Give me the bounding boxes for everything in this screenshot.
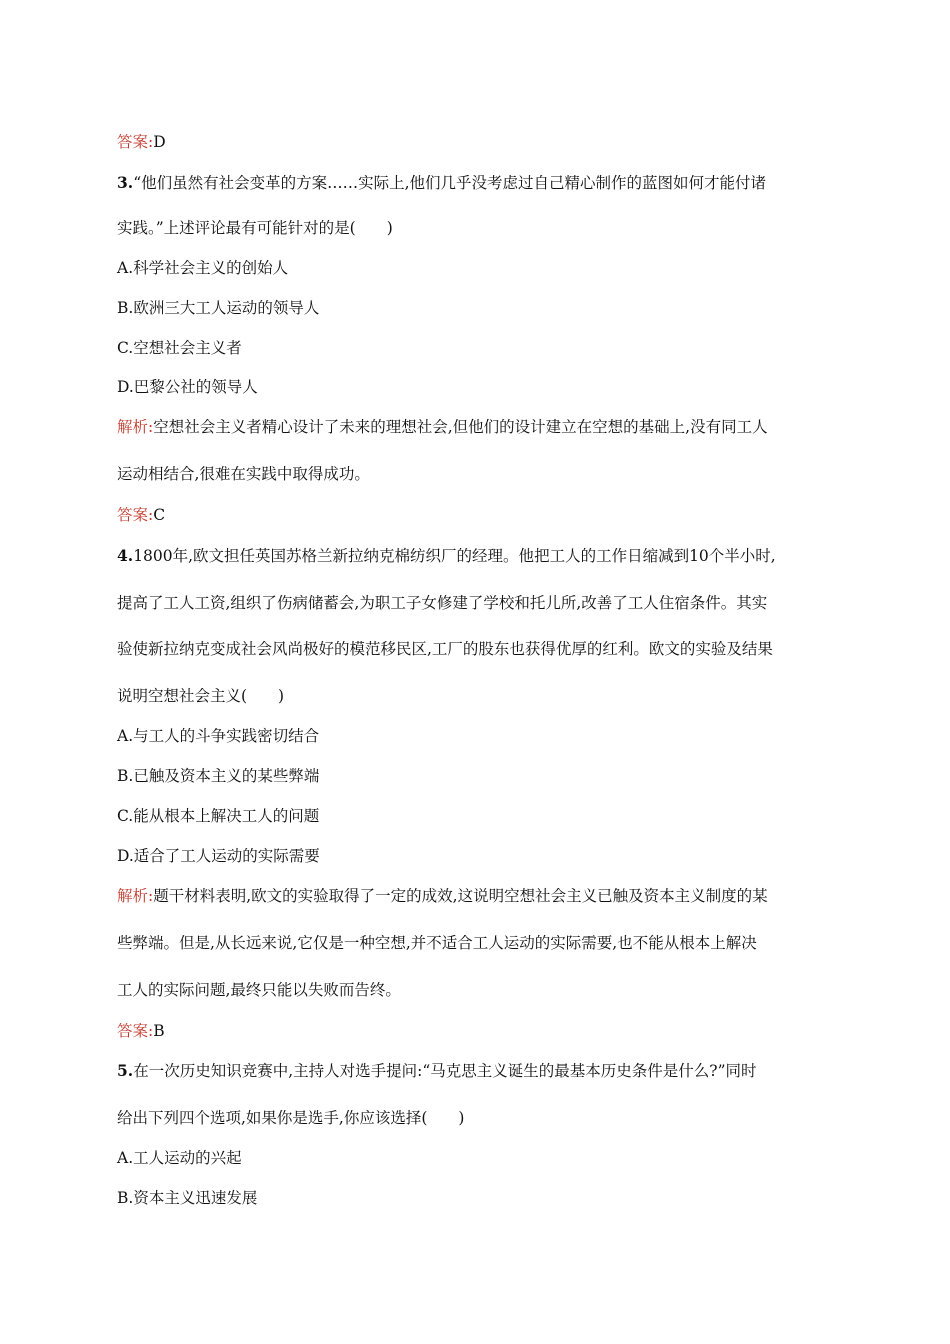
text-line (117, 845, 320, 867)
line-text: 给出下列四个选项,如果你是选手,你应该选择( ) (117, 1109, 465, 1127)
text-line (117, 685, 284, 707)
question-text: “他们虽然有社会变革的方案……实际上,他们几乎没考虑过自己精心制作的蓝图如何才能付诸 (133, 174, 767, 192)
line-text: B.资本主义迅速发展 (117, 1189, 258, 1207)
line-text: D.巴黎公社的领导人 (117, 378, 258, 396)
text-line (117, 725, 319, 747)
question-line (117, 1060, 757, 1082)
answer-value: C (153, 506, 166, 524)
line-text: 验使新拉纳克变成社会风尚极好的模范移民区,工厂的股东也获得优厚的红利。欧文的实验及结果 (117, 640, 773, 658)
text-line (117, 932, 757, 954)
line-text: B.欧洲三大工人运动的领导人 (117, 299, 320, 317)
answer-value: B (153, 1022, 165, 1040)
answer-line (117, 1020, 165, 1042)
question-number: 5. (117, 1061, 134, 1080)
line-text: A.与工人的斗争实践密切结合 (117, 727, 320, 745)
text-line (117, 217, 393, 239)
text-line (117, 979, 401, 1001)
text-line (117, 1107, 464, 1129)
line-text: 实践。”上述评论最有可能针对的是( ) (117, 219, 393, 237)
question-text: 在一次历史知识竞赛中,主持人对选手提问:“马克思主义诞生的最基本历史条件是什么?”同时 (133, 1062, 757, 1080)
line-text: 运动相结合,很难在实践中取得成功。 (117, 465, 370, 483)
line-text: A.工人运动的兴起 (117, 1149, 242, 1167)
text-line (117, 337, 242, 359)
text-line (117, 638, 773, 660)
line-text: D.适合了工人运动的实际需要 (117, 847, 320, 865)
analysis-text: 空想社会主义者精心设计了未来的理想社会,但他们的设计建立在空想的基础上,没有同工人 (153, 418, 768, 436)
line-text: 些弊端。但是,从长远来说,它仅是一种空想,并不适合工人运动的实际需要,也不能从根本上解决 (117, 934, 757, 952)
question-line (117, 545, 776, 567)
line-text: A.科学社会主义的创始人 (117, 259, 289, 277)
line-text: 工人的实际问题,最终只能以失败而告终。 (117, 981, 401, 999)
answer-label: 答案: (117, 506, 154, 524)
text-line (117, 592, 767, 614)
text-line (117, 257, 288, 279)
line-text: 提高了工人工资,组织了伤病储蓄会,为职工子女修建了学校和托儿所,改善了工人住宿条件。其实 (117, 594, 768, 612)
text-line (117, 376, 258, 398)
text-line (117, 297, 319, 319)
answer-line (117, 131, 166, 153)
text-line (117, 805, 319, 827)
question-number: 4. (117, 546, 134, 565)
answer-label: 答案: (117, 133, 154, 151)
analysis-line (117, 885, 768, 907)
question-text: 1800年,欧文担任英国苏格兰新拉纳克棉纺织厂的经理。他把工人的工作日缩减到10个半小时, (133, 547, 776, 565)
line-text: C.空想社会主义者 (117, 339, 242, 357)
line-text: B.已触及资本主义的某些弊端 (117, 767, 320, 785)
text-line (117, 1147, 242, 1169)
text-line (117, 1187, 257, 1209)
question-number: 3. (117, 173, 134, 192)
analysis-label: 解析: (117, 418, 154, 436)
analysis-line (117, 416, 768, 438)
answer-label: 答案: (117, 1022, 154, 1040)
analysis-label: 解析: (117, 887, 154, 905)
line-text: 说明空想社会主义( ) (117, 687, 285, 705)
line-text: C.能从根本上解决工人的问题 (117, 807, 320, 825)
analysis-text: 题干材料表明,欧文的实验取得了一定的成效,这说明空想社会主义已触及资本主义制度的某 (153, 887, 768, 905)
text-line (117, 463, 370, 485)
answer-value: D (153, 133, 166, 151)
question-line (117, 172, 766, 194)
text-line (117, 765, 319, 787)
answer-line (117, 504, 165, 526)
